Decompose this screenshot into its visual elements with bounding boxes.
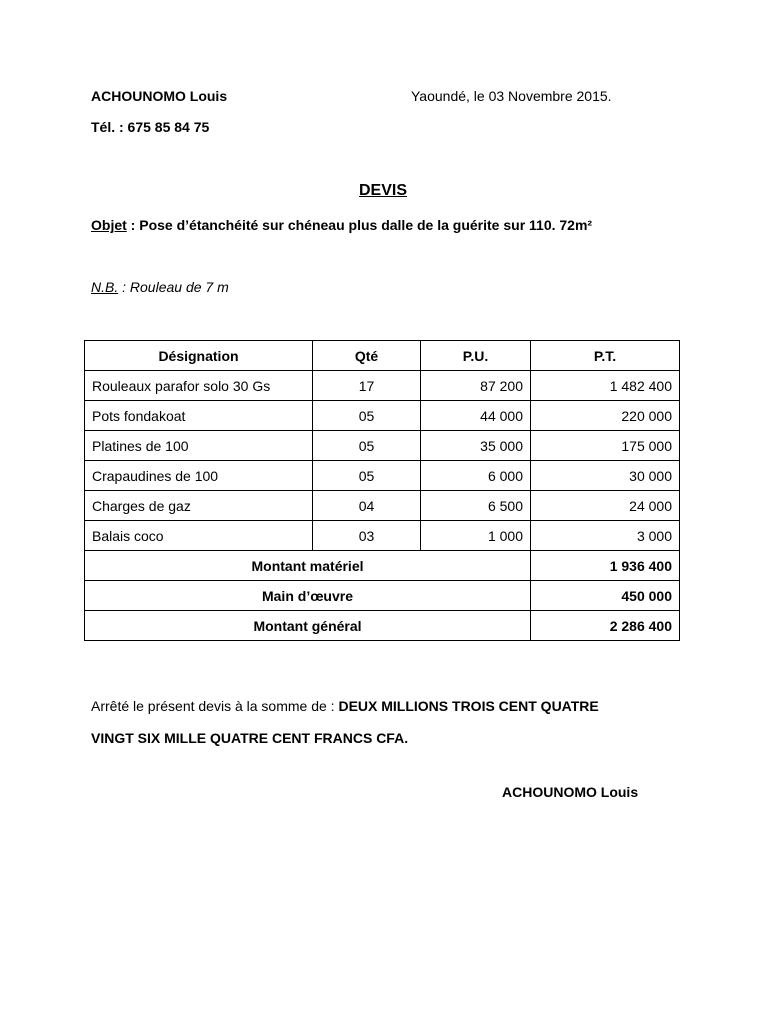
header-qty: Qté: [313, 341, 421, 371]
object-text: Pose d’étanchéité sur chéneau plus dalle de la guérite sur 110. 72m²: [139, 217, 593, 233]
header-designation: Désignation: [85, 341, 313, 371]
cell-unit-price: 6 000: [421, 461, 531, 491]
total-row-materials: [85, 551, 680, 581]
table-row: [85, 491, 680, 521]
date-line: Yaoundé, le 03 Novembre 2015.: [411, 88, 612, 104]
cell-qty: 17: [313, 371, 421, 401]
note-label: N.B.: [91, 279, 119, 295]
cell-qty: 03: [313, 521, 421, 551]
closing-amount-line1: DEUX MILLIONS TROIS CENT QUATRE: [338, 698, 599, 714]
table-header-row: [85, 341, 680, 371]
cell-unit-price: 35 000: [421, 431, 531, 461]
signature-name: ACHOUNOMO Louis: [502, 784, 639, 800]
sender-name: ACHOUNOMO Louis: [91, 88, 228, 104]
document-title: DEVIS: [359, 182, 408, 199]
cell-designation: Charges de gaz: [85, 491, 313, 521]
object-separator: :: [126, 217, 140, 233]
cell-unit-price: 87 200: [421, 371, 531, 401]
note-line: [91, 279, 229, 295]
total-row-labor: [85, 581, 680, 611]
cell-qty: 05: [313, 401, 421, 431]
cell-qty: 05: [313, 431, 421, 461]
cell-designation: Pots fondakoat: [85, 401, 313, 431]
object-label: Objet: [91, 217, 127, 233]
table-row: [85, 521, 680, 551]
table-row: [85, 431, 680, 461]
object-line: [91, 217, 592, 233]
total-label: Montant matériel: [85, 551, 531, 581]
cell-total-price: 30 000: [531, 461, 680, 491]
closing-statement: [91, 690, 599, 754]
total-row-general: [85, 611, 680, 641]
cell-total-price: 1 482 400: [531, 371, 680, 401]
cell-qty: 04: [313, 491, 421, 521]
cell-designation: Crapaudines de 100: [85, 461, 313, 491]
cell-total-price: 24 000: [531, 491, 680, 521]
total-label: Main d’œuvre: [85, 581, 531, 611]
closing-intro: Arrêté le présent devis à la somme de :: [91, 698, 339, 714]
cell-designation: Platines de 100: [85, 431, 313, 461]
total-value: 450 000: [531, 581, 680, 611]
cell-total-price: 3 000: [531, 521, 680, 551]
cell-total-price: 175 000: [531, 431, 680, 461]
cell-designation: Balais coco: [85, 521, 313, 551]
phone-line: Tél. : 675 85 84 75: [91, 119, 210, 135]
header-unit-price: P.U.: [421, 341, 531, 371]
cell-total-price: 220 000: [531, 401, 680, 431]
table-row: [85, 461, 680, 491]
total-value: 1 936 400: [531, 551, 680, 581]
quote-table: [84, 340, 680, 641]
total-value: 2 286 400: [531, 611, 680, 641]
closing-amount-line2: VINGT SIX MILLE QUATRE CENT FRANCS CFA.: [91, 730, 409, 746]
header-total-price: P.T.: [531, 341, 680, 371]
cell-designation: Rouleaux parafor solo 30 Gs: [85, 371, 313, 401]
cell-unit-price: 1 000: [421, 521, 531, 551]
total-label: Montant général: [85, 611, 531, 641]
table-row: [85, 401, 680, 431]
cell-qty: 05: [313, 461, 421, 491]
table-row: [85, 371, 680, 401]
note-text: : Rouleau de 7 m: [118, 279, 229, 295]
cell-unit-price: 6 500: [421, 491, 531, 521]
cell-unit-price: 44 000: [421, 401, 531, 431]
